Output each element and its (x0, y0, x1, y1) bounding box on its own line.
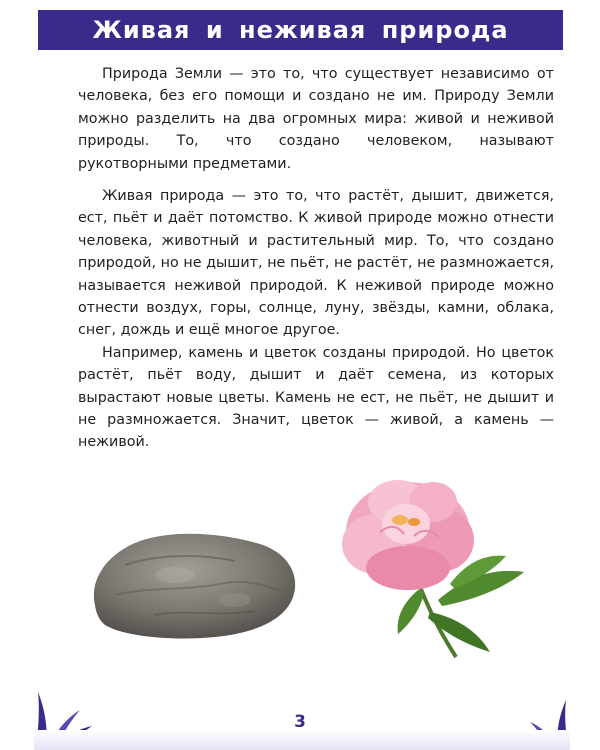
intro-section (78, 63, 554, 175)
peony-flower-image (318, 472, 538, 662)
stone-image (85, 525, 303, 643)
page-title: Живая и неживая природа (92, 16, 509, 44)
living-nature-section (78, 185, 554, 454)
footer-band (34, 730, 570, 750)
example-paragraph: Например, камень и цветок созданы природой. Но цветок растёт, пьёт воду, дышит и даёт семена, из которых вырастают новые цветы. Камень не ест, не пьёт, не дышит и не размножается. Значит, цветок — живой, а камень — неживой. (78, 344, 554, 451)
title-banner (38, 10, 563, 50)
living-nature-paragraph: Живая природа — это то, что растёт, дышит, движется, ест, пьёт и даёт потомство. К живой природе можно отнести человека, животный и растительный мир. То, что создано природой, но не дышит, не пьёт, не растёт, не размножается, называется неживой природой. К неживой природе можно отнести воздух, горы, солнце, луну, звёзды, камни, облака, снег, дождь и ещё многое другое. (78, 188, 554, 339)
page-number: 3 (294, 712, 306, 732)
intro-paragraph: Природа Земли — это то, что существует независимо от человека, без его помощи и создано не им. Природу Земли можно разделить на два огромных мира: живой и неживой природы. То, что создано человеком, называют рукотворными предметами. (78, 66, 554, 172)
